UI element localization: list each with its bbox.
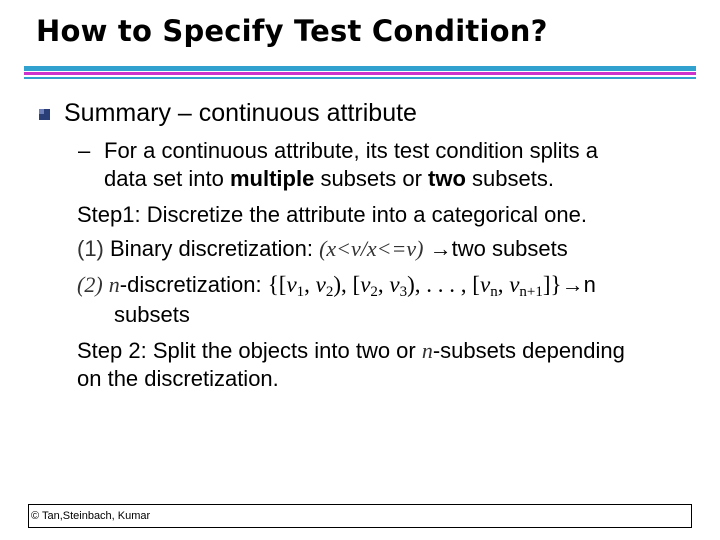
title-divider-bottom: [24, 77, 696, 79]
description-line-1: For a continuous attribute, its test condition splits a: [104, 138, 599, 163]
bold-multiple: multiple: [229, 166, 315, 191]
footer-copyright: © Tan,Steinbach, Kumar: [28, 504, 692, 528]
right-arrow-icon: →: [429, 236, 452, 261]
description-line-2: data set into multiple subsets or two subsets.: [104, 166, 554, 191]
title-divider-middle: [24, 72, 696, 75]
step2-text-line-2: on the discretization.: [77, 366, 279, 391]
step1-text: Step1: Discretize the attribute into a categorical one.: [77, 202, 587, 227]
interval-set-math: {[$v_1$, $v_2$), [$v_2$, $v_3$), . . . , [$v_n$, $v_{n+1}$]}: [267, 272, 562, 300]
square-bullet-icon: [38, 108, 51, 121]
page-title: How to Specify Test Condition?: [36, 14, 548, 48]
right-arrow-icon: →: [561, 272, 584, 297]
dash-marker: –: [78, 138, 91, 163]
binary-discretization-item: (1) Binary discretization: (x<v/x<=v) →two subsets: [77, 236, 568, 261]
n-discretization-item: (2) n-discretization: {[$v_1$, $v_2$), [$v_2$, $v_3$), . . . , [$v_n$, $v_{n+1}]\}\to n$: [77, 272, 596, 300]
summary-heading: Summary – continuous attribute: [64, 99, 417, 127]
binary-expression: (x<v/x<=v): [319, 236, 424, 261]
n-discretization-item-line-2: subsets: [114, 302, 190, 327]
bold-two: two: [428, 166, 466, 191]
step2-text-line-1: Step 2: Split the objects into two or n-subsets depending: [77, 338, 625, 363]
title-divider-top: [24, 66, 696, 71]
